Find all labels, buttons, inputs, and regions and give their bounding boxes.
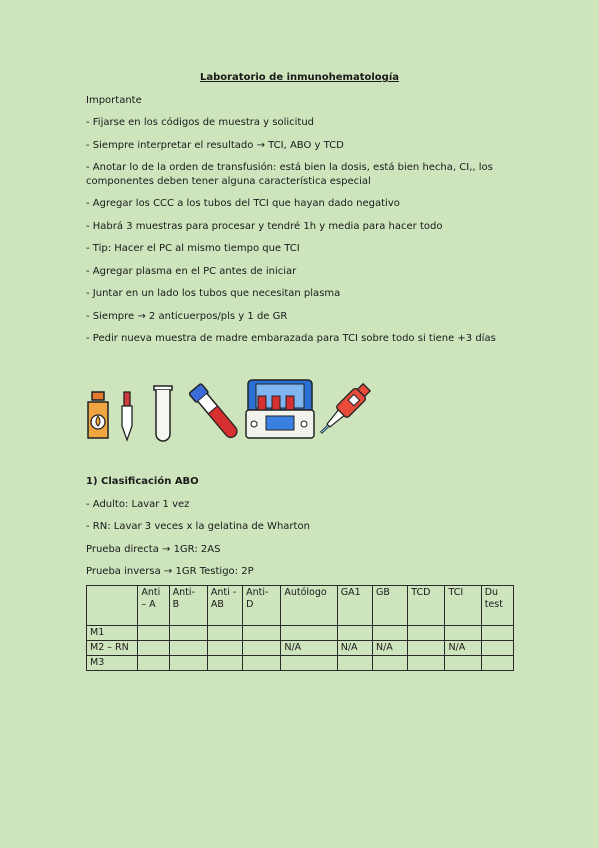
table-row — [87, 641, 514, 656]
table-cell — [138, 641, 169, 656]
table-header-cell: TCI — [445, 586, 481, 626]
table-header-cell: TCD — [408, 586, 445, 626]
table-cell — [372, 656, 407, 671]
table-cell — [243, 641, 281, 656]
table-cell: N/A — [372, 641, 407, 656]
table-cell — [169, 656, 207, 671]
table-header-cell — [87, 586, 138, 626]
table-cell — [408, 641, 445, 656]
table-cell — [481, 626, 513, 641]
table-cell — [207, 641, 242, 656]
table-cell — [408, 656, 445, 671]
table-cell — [243, 626, 281, 641]
table-cell: N/A — [337, 641, 372, 656]
intro-item: - Agregar los CCC a los tubos del TCI que hayan dado negativo — [86, 198, 400, 209]
section-line: Prueba inversa → 1GR Testigo: 2P — [86, 566, 254, 577]
table-header-cell: GB — [372, 586, 407, 626]
section-heading: 1) Clasificación ABO — [86, 476, 199, 487]
table-cell — [281, 626, 337, 641]
table-header-cell: Du test — [481, 586, 513, 626]
table-row — [87, 656, 514, 671]
table-cell — [337, 656, 372, 671]
intro-item: - Siempre → 2 anticuerpos/pls y 1 de GR — [86, 311, 288, 322]
table-cell: N/A — [445, 641, 481, 656]
table-cell: N/A — [281, 641, 337, 656]
blood-tube-icon — [189, 383, 241, 441]
test-tube-icon — [154, 386, 172, 441]
table-cell — [337, 626, 372, 641]
intro-item: - Agregar plasma en el PC antes de iniciar — [86, 266, 297, 277]
table-cell — [169, 626, 207, 641]
intro-item: - Habrá 3 muestras para procesar y tendré 1h y media para hacer todo — [86, 221, 443, 232]
table-cell — [138, 626, 169, 641]
table-cell: M2 – RN — [87, 641, 138, 656]
section-line: - RN: Lavar 3 veces x la gelatina de Wharton — [86, 521, 310, 532]
intro-label: Importante — [86, 95, 142, 106]
table-header-row — [87, 586, 514, 626]
table-header-cell: Anti – A — [138, 586, 169, 626]
intro-item: - Juntar en un lado los tubos que necesitan plasma — [86, 288, 341, 299]
intro-item: - Anotar lo de la orden de transfusión: está bien la dosis, está bien hecha, CI,, los componentes deben tener alguna característica especial — [86, 162, 493, 187]
lab-icons-illustration — [86, 374, 386, 446]
table-cell — [481, 641, 513, 656]
table-cell: M1 — [87, 626, 138, 641]
table-cell — [243, 656, 281, 671]
page-title: Laboratorio de inmunohematología — [199, 72, 400, 83]
table-cell: M3 — [87, 656, 138, 671]
table-header-cell: GA1 — [337, 586, 372, 626]
intro-item: - Fijarse en los códigos de muestra y solicitud — [86, 117, 315, 128]
table-cell — [207, 626, 242, 641]
table-cell — [372, 626, 407, 641]
section-line: Prueba directa → 1GR: 2AS — [86, 544, 221, 555]
table-header-cell: Anti -AB — [207, 586, 242, 626]
table-cell — [481, 656, 513, 671]
table-cell — [408, 626, 445, 641]
abo-table — [86, 585, 514, 671]
table-cell — [445, 656, 481, 671]
section-line: - Adulto: Lavar 1 vez — [86, 499, 190, 510]
dropper-bottle-icon — [88, 392, 132, 440]
table-cell — [138, 656, 169, 671]
table-cell — [445, 626, 481, 641]
intro-item: - Pedir nueva muestra de madre embarazada para TCI sobre todo si tiene +3 días — [86, 333, 496, 344]
table-header-cell: Anti- D — [243, 586, 281, 626]
table-cell — [281, 656, 337, 671]
incubator-icon — [246, 380, 314, 438]
table-header-cell: Autólogo — [281, 586, 337, 626]
table-row — [87, 626, 514, 641]
intro-item: - Tip: Hacer el PC al mismo tiempo que TCI — [86, 243, 300, 254]
table-header-cell: Anti- B — [169, 586, 207, 626]
table-cell — [207, 656, 242, 671]
intro-item: - Siempre interpretar el resultado → TCI, ABO y TCD — [86, 140, 344, 151]
table-cell — [169, 641, 207, 656]
pipette-icon — [316, 382, 373, 439]
